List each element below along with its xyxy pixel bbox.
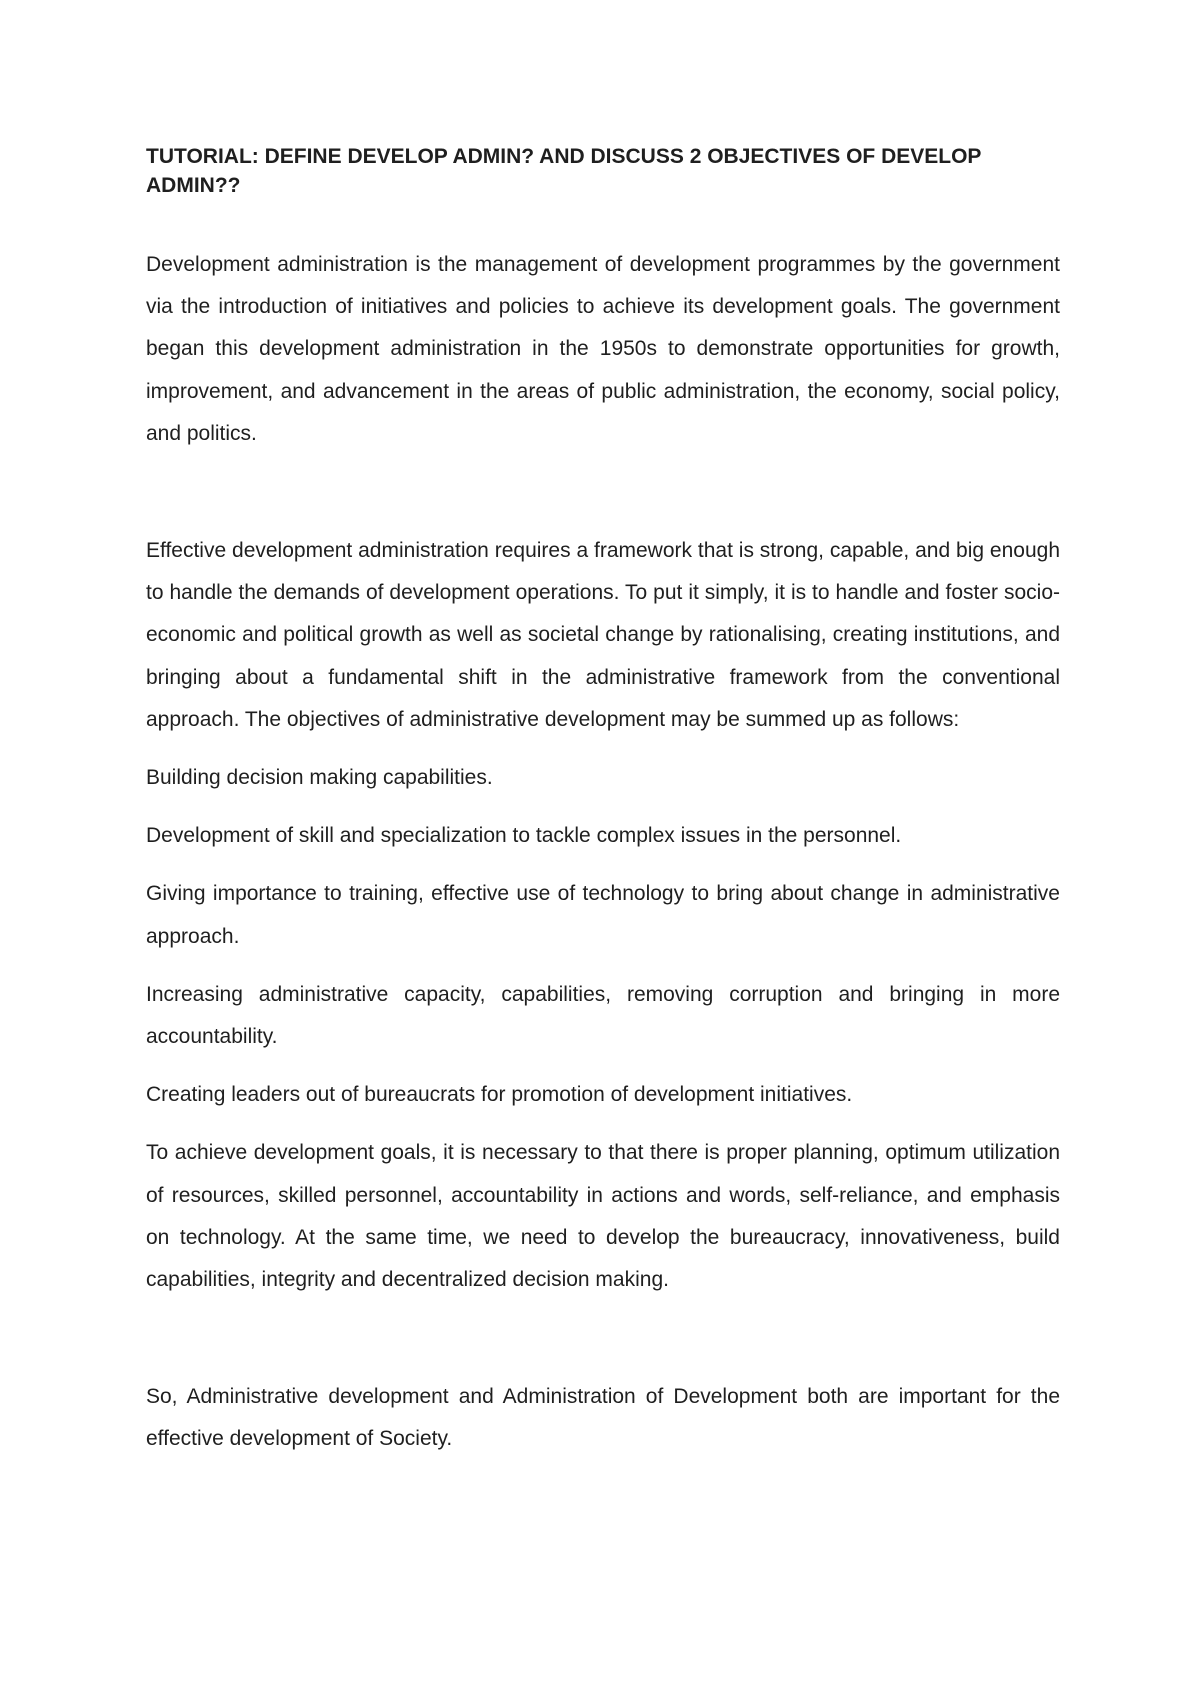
conclusion-paragraph: So, Administrative development and Administration of Development both are important for the effective development of Society.: [146, 1385, 1060, 1451]
objective-item-2: Development of skill and specialization to tackle complex issues in the personnel.: [146, 824, 902, 848]
document-body: [146, 142, 1060, 1461]
objective-item-1: Building decision making capabilities.: [146, 766, 493, 790]
objective-item-5: Creating leaders out of bureaucrats for promotion of development initiatives.: [146, 1083, 853, 1107]
document-title: TUTORIAL: DEFINE DEVELOP ADMIN? AND DISCUSS 2 OBJECTIVES OF DEVELOP ADMIN??: [146, 145, 982, 197]
framework-paragraph: Effective development administration requires a framework that is strong, capable, and big enough to handle the demands of development operations. To put it simply, it is to handle and foster socio-economic and political growth as well as societal change by rationalising, creating institutions, and bringing about a fundamental shift in the administrative framework from the conventional approach. The objectives of administrative development may be summed up as follows:: [146, 539, 1060, 731]
objective-item-4: Increasing administrative capacity, capabilities, removing corruption and bringing in more accountability.: [146, 982, 1060, 1049]
objective-item-3: Giving importance to training, effective use of technology to bring about change in administrative approach.: [146, 882, 1060, 948]
definition-paragraph: Development administration is the management of development programmes by the government via the introduction of initiatives and policies to achieve its development goals. The government began this development administration in the 1950s to demonstrate opportunities for growth, improvement, and advancement in the areas of public administration, the economy, social policy, and politics.: [146, 253, 1060, 445]
achieve-goals-paragraph: To achieve development goals, it is necessary to that there is proper planning, optimum utilization of resources, skilled personnel, accountability in actions and words, self-reliance, and emphasis on technology. At the same time, we need to develop the bureaucracy, innovativeness, build capabilities, integrity and decentralized decision making.: [146, 1141, 1060, 1292]
